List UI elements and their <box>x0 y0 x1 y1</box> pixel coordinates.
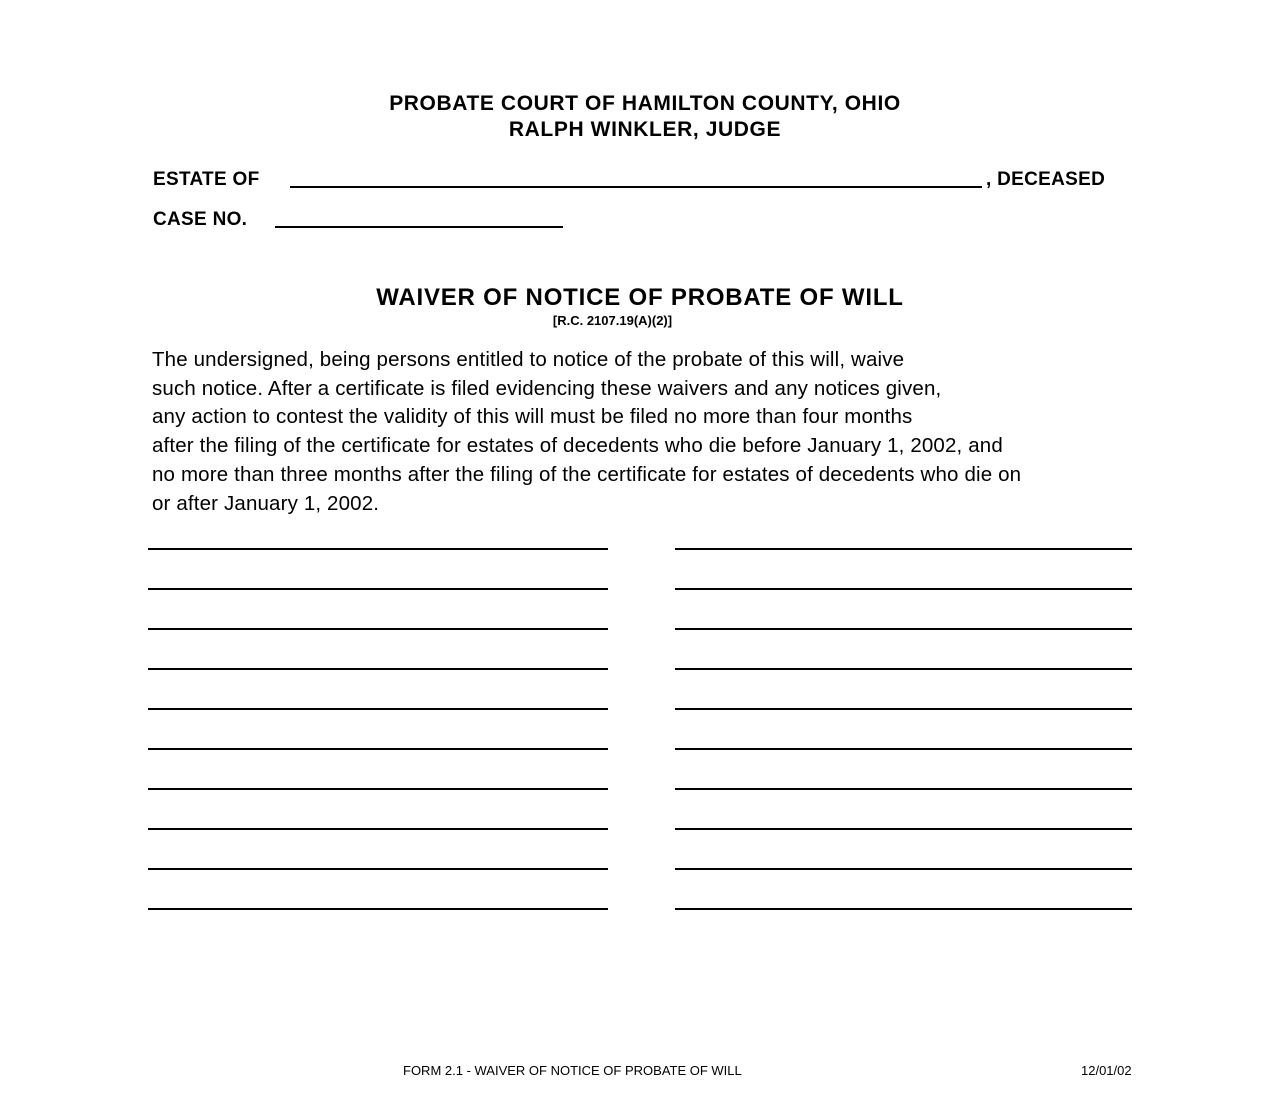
signature-line-left[interactable] <box>148 788 608 790</box>
signature-line-left[interactable] <box>148 868 608 870</box>
signature-line-left[interactable] <box>148 748 608 750</box>
footer-form-label: FORM 2.1 - WAIVER OF NOTICE OF PROBATE OF WILL <box>403 1063 742 1078</box>
signature-line-right[interactable] <box>675 628 1132 630</box>
paragraph-line: The undersigned, being persons entitled to notice of the probate of this will, waive <box>152 348 905 371</box>
paragraph-line: such notice. After a certificate is filed evidencing these waivers and any notices given, <box>152 376 942 400</box>
signature-line-right[interactable] <box>675 548 1132 550</box>
statute-citation: [R.C. 2107.19(A)(2)] <box>552 313 673 328</box>
signature-line-left[interactable] <box>148 628 608 630</box>
signature-line-right[interactable] <box>675 588 1132 590</box>
signature-line-left[interactable] <box>148 548 608 550</box>
signature-line-left[interactable] <box>148 908 608 910</box>
signature-line-right[interactable] <box>675 668 1132 670</box>
judge-name: RALPH WINKLER, JUDGE <box>508 118 782 141</box>
signature-line-right[interactable] <box>675 828 1132 830</box>
signature-line-left[interactable] <box>148 708 608 710</box>
signature-line-left[interactable] <box>148 588 608 590</box>
estate-name-field[interactable] <box>290 186 982 188</box>
signature-line-right[interactable] <box>675 708 1132 710</box>
signature-line-right[interactable] <box>675 788 1132 790</box>
paragraph-line: after the filing of the certificate for estates of decedents who die before January 1, 2002, and <box>152 434 1003 458</box>
case-number-field[interactable] <box>275 226 563 228</box>
court-name: PROBATE COURT OF HAMILTON COUNTY, OHIO <box>389 92 901 115</box>
case-number-label: CASE NO. <box>153 209 248 230</box>
estate-label: ESTATE OF <box>153 169 260 190</box>
paragraph-line: any action to contest the validity of this will must be filed no more than four months <box>152 405 913 429</box>
signature-line-right[interactable] <box>675 908 1132 910</box>
footer-date: 12/01/02 <box>1081 1063 1132 1078</box>
paragraph-line: no more than three months after the filing of the certificate for estates of decedents who die on <box>152 462 1022 486</box>
deceased-label: , DECEASED <box>986 169 1106 190</box>
form-title: WAIVER OF NOTICE OF PROBATE OF WILL <box>376 284 904 311</box>
signature-line-right[interactable] <box>675 748 1132 750</box>
paragraph-line: or after January 1, 2002. <box>152 491 380 515</box>
signature-line-left[interactable] <box>148 828 608 830</box>
signature-line-right[interactable] <box>675 868 1132 870</box>
signature-line-left[interactable] <box>148 668 608 670</box>
